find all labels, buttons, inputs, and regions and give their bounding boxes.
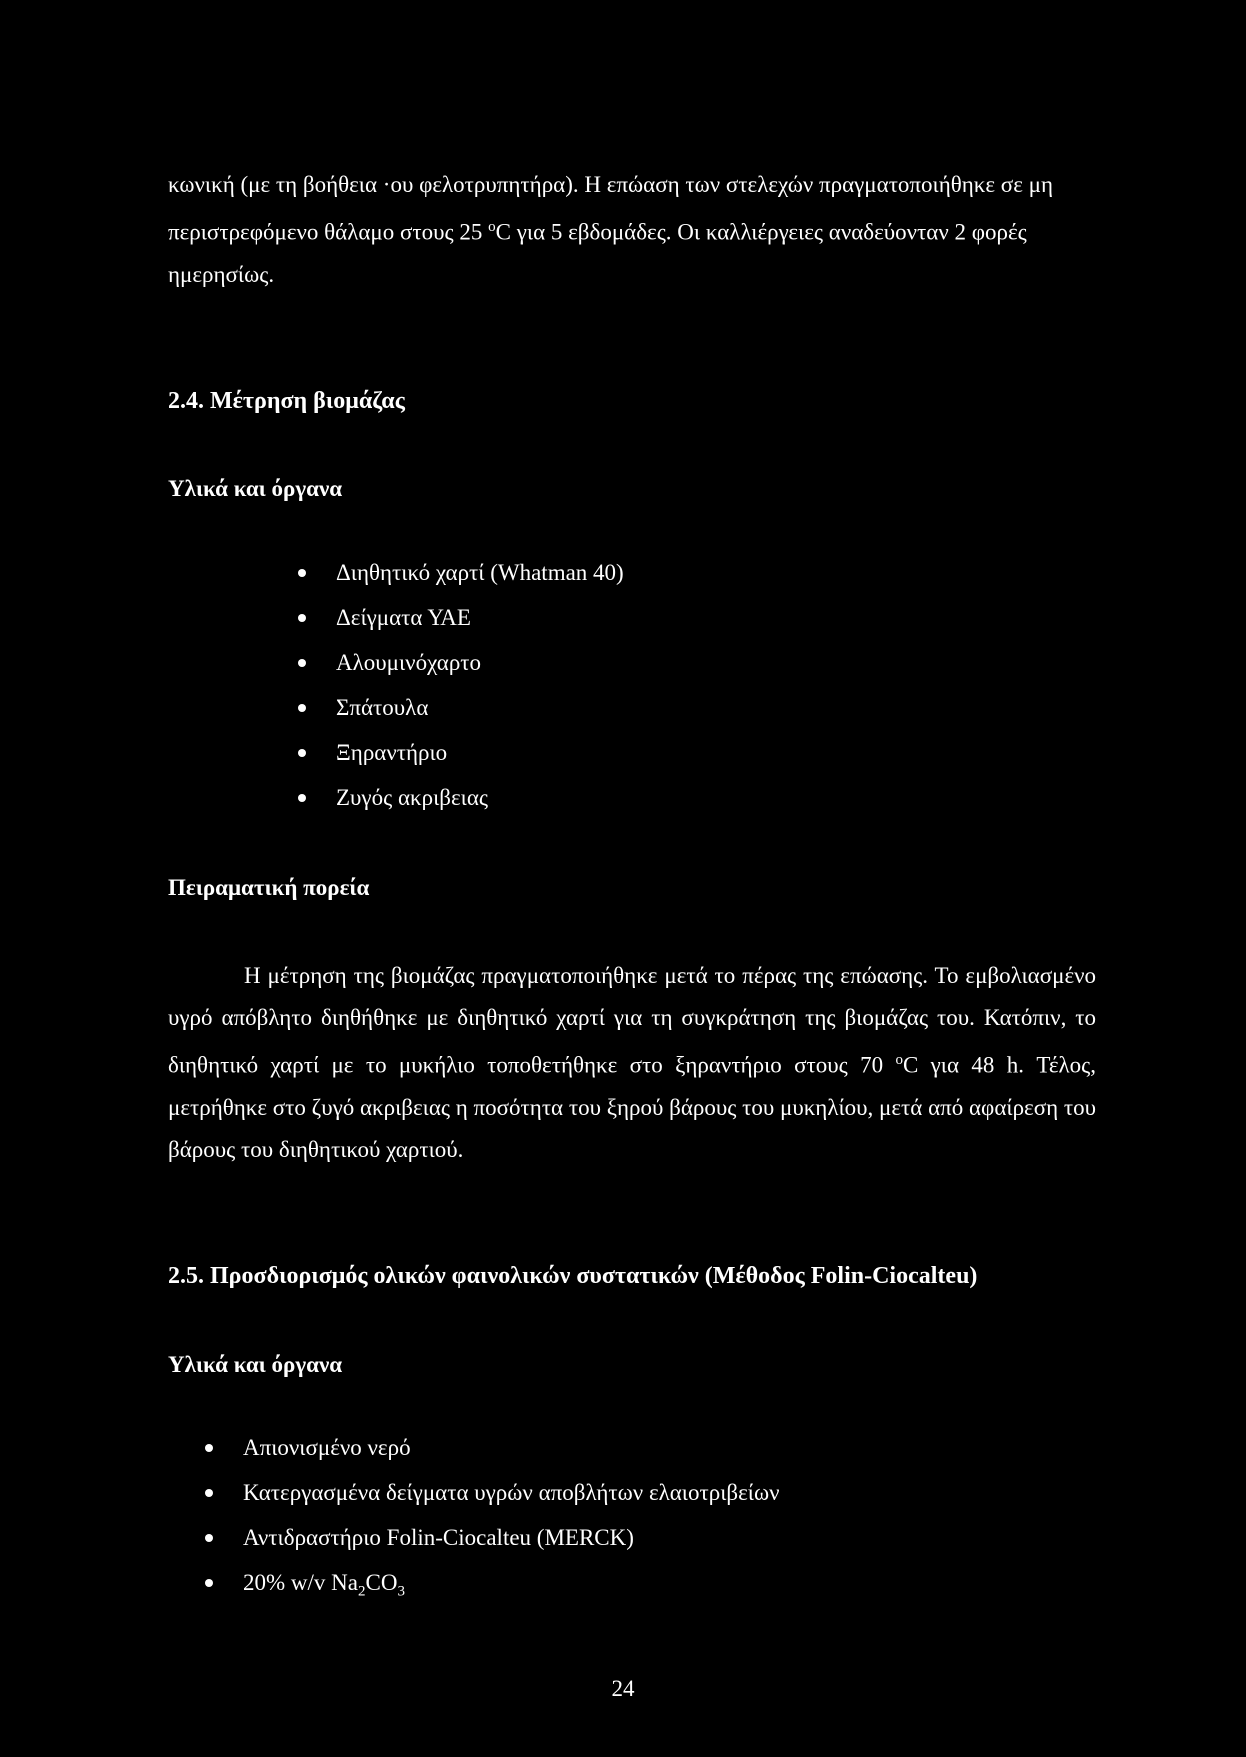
section-2-5-title: 2.5. Προσδιορισμός ολικών φαινολικών συστατικών (Μέθοδος Folin-Ciocalteu) [168,1263,978,1289]
list-item: 20% w/v $Na_2CO_3$ [205,1560,780,1605]
degree-symbol: o [895,1052,903,1068]
list-item: Σπάτουλα [298,685,624,730]
bullet-icon [205,1489,213,1497]
section-2-5-materials-heading: Υλικά και όργανα [168,1352,343,1377]
list-item: Αλουμινόχαρτο [298,640,624,685]
degree-symbol: o [488,219,496,235]
section-2-4-materials-heading: Υλικά και όργανα [168,476,343,501]
bullet-icon [298,659,306,667]
list-item: Απιονισμένο νερό [205,1425,780,1470]
list-item: Δείγματα ΥΑΕ [298,595,624,640]
list-item: Αντιδραστήριο Folin-Ciocalteu (MERCK) [205,1515,780,1560]
intro-paragraph: κωνική (με τη βοήθεια ·ου φελοτρυπητήρα). Η επώαση των στελεχών πραγματοποιήθηκε σε μη περιστρεφόμενο θάλαμο στους 25 $^o$C για 5 εβδομάδες. Οι καλλιέργειες αναδεύονταν 2 φορές ημερησίως. [168,172,1053,287]
procedure-paragraph: Η μέτρηση της βιομάζας πραγματοποιήθηκε μετά το πέρας της επώασης. Το εμβολιασμένο υγρό απόβλητο διηθήθηκε με διηθητικό χαρτί για τη συγκράτηση της βιομάζας του. Κατόπιν, το διηθητικό χαρτί με το μυκήλιο τοποθετήθηκε στο ξηραντήριο στους 70 $^o$C για 48 h. Τέλος, μετρήθηκε στο ζυγό ακριβειας η ποσότητα του ξηρού βάρους του μυκηλίου, μετά από αφαίρεση του βάρους του διηθητικού χαρτιού. [168,963,1097,1162]
bullet-icon [298,614,306,622]
section-2-4-materials-list [298,550,624,820]
bullet-icon [205,1444,213,1452]
list-item: Κατεργασμένα δείγματα υγρών αποβλήτων ελαιοτριβείων [205,1470,780,1515]
bullet-icon [298,749,306,757]
list-item: Διηθητικό χαρτί (Whatman 40) [298,550,624,595]
page-number: 24 [611,1676,635,1701]
bullet-icon [298,794,306,802]
bullet-icon [298,704,306,712]
bullet-icon [298,569,306,577]
bullet-icon [205,1534,213,1542]
section-2-4-title: 2.4. Μέτρηση βιομάζας [168,388,405,414]
list-item: Ζυγός ακριβειας [298,775,624,820]
section-2-5-materials-list [205,1425,780,1605]
list-item: Ξηραντήριο [298,730,624,775]
section-2-4-procedure-heading: Πειραματική πορεία [168,875,370,900]
bullet-icon [205,1579,213,1587]
